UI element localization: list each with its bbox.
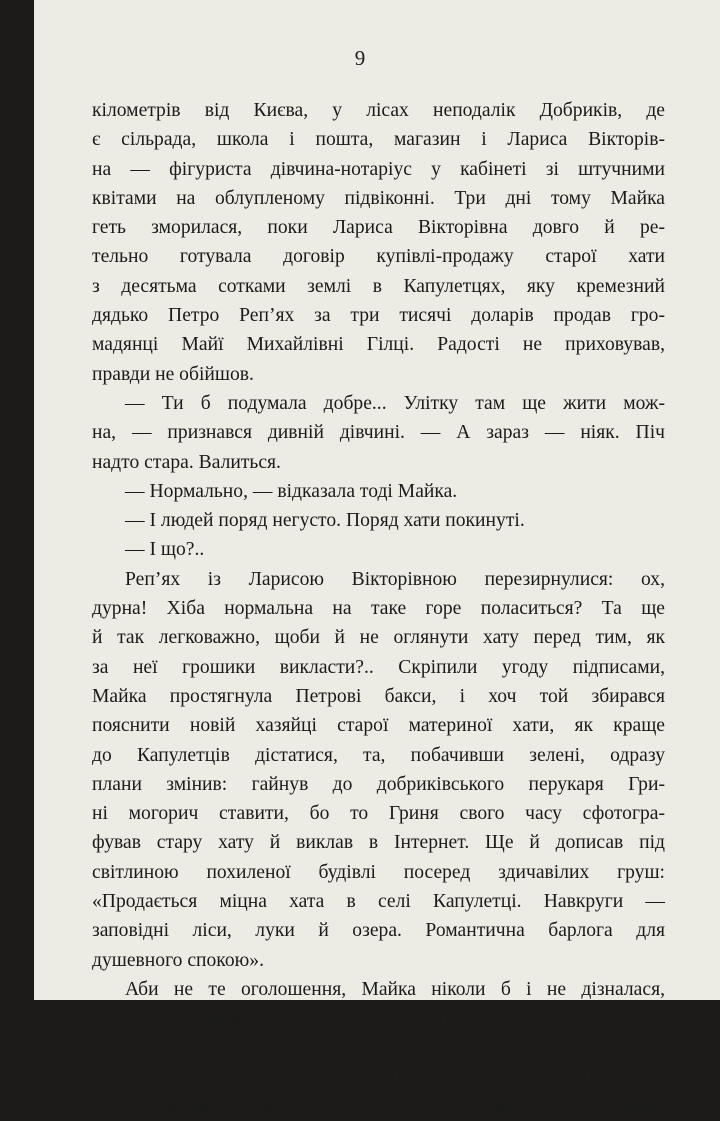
text-line: квітами на облупленому підвіконні. Три дні тому Майка bbox=[92, 187, 665, 209]
text-line: за неї грошики викласти?.. Скріпили угоду підписами, bbox=[92, 656, 665, 678]
text-line: Майка простягнула Петрові бакси, і хоч той збирався bbox=[92, 685, 665, 707]
text-line: плани змінив: гайнув до добриківського перукаря Гри- bbox=[92, 773, 665, 795]
book-page bbox=[34, 0, 720, 1118]
text-line: — І людей поряд негусто. Поряд хати покинуті. bbox=[125, 510, 525, 532]
text-line: й так легковажно, щоби й не оглянути хату перед тим, як bbox=[92, 627, 665, 649]
text-line: правди не обійшов. bbox=[92, 363, 254, 385]
text-line: геть зморилася, поки Лариса Вікторівна довго й ре- bbox=[92, 217, 665, 239]
text-line: «Продається міцна хата в селі Капулетці. Навкруги — bbox=[92, 891, 665, 913]
text-line: заповідні ліси, луки й озера. Романтична барлога для bbox=[92, 920, 665, 942]
text-line: на, — признався дивній дівчині. — А зараз — ніяк. Піч bbox=[92, 422, 665, 444]
text-line: що є на білому світі Капулетці. Прикипіла до розкладно- bbox=[92, 1008, 665, 1030]
text-line: з десятьма сотками землі в Капулетцях, яку кремезний bbox=[92, 275, 665, 297]
text-line: на — фігуриста дівчина-нотаріус у кабінеті зі штучними bbox=[92, 158, 665, 180]
text-line: світлиною похиленої будівлі посеред здичавілих груш: bbox=[92, 861, 665, 883]
page-number: 9 bbox=[354, 46, 366, 70]
text-line: Аби не те оголошення, Майка ніколи б і не дізналася, bbox=[125, 978, 665, 1000]
text-line: дядько Петро Реп’ях за три тисячі доларів продав гро- bbox=[92, 305, 665, 327]
text-line: — Ти б подумала добре... Улітку там ще жити мож- bbox=[125, 392, 665, 414]
text-line: пояснити новій хазяйці старої материної хати, як краще bbox=[92, 715, 665, 737]
text-line: кілометрів від Києва, у лісах неподалік Добриків, де bbox=[92, 100, 665, 121]
text-line: го крісла в чужій київській квартирі, линдала всесвітнім bbox=[92, 1037, 665, 1059]
text-line: тельно готувала договір купівлі-продажу старої хати bbox=[92, 246, 665, 268]
text-line: що в прагненні до простого життя далекі місцини давно bbox=[92, 1096, 665, 1118]
text-line: Реп’ях із Ларисою Вікторівною перезирнулися: ох, bbox=[125, 568, 665, 590]
text-line: є сільрада, школа і пошта, магазин і Лариса Вікторів- bbox=[92, 129, 665, 151]
text-line: душевного спокою». bbox=[92, 949, 264, 971]
text-line: павутинням — де сховатися? Добре б на Гоа... Не тому, bbox=[92, 1066, 665, 1088]
text-line: — Нормально, — відказала тоді Майка. bbox=[125, 480, 458, 502]
text-line: до Капулетців дістатися, та, побачивши зелені, одразу bbox=[92, 744, 665, 766]
body-text bbox=[92, 96, 665, 1121]
text-line: надто стара. Валиться. bbox=[92, 451, 281, 473]
text-line: фував стару хату й виклав в Інтернет. Ще й дописав під bbox=[92, 832, 665, 854]
text-line: мадянці Майї Михайлівні Гілці. Радості не приховував, bbox=[92, 334, 665, 356]
text-line: — І що?.. bbox=[125, 539, 205, 561]
text-line: дурна! Хіба нормальна на таке горе поласиться? Та ще bbox=[92, 598, 665, 620]
text-line: ні могорич ставити, бо то Гриня свого часу сфотогра- bbox=[92, 803, 665, 825]
